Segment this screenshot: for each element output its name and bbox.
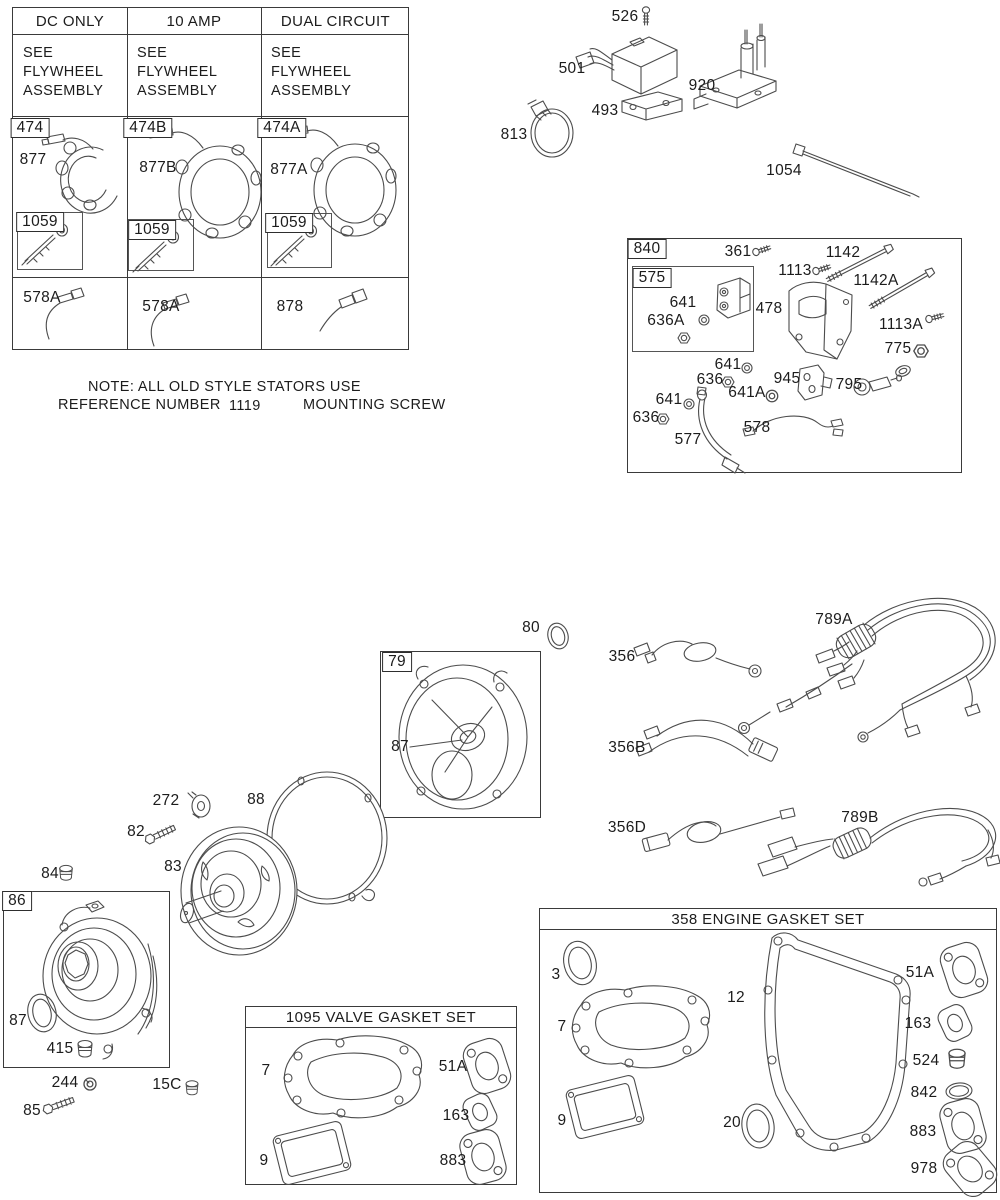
column-header-dc-only: DC ONLY (35, 13, 105, 30)
stator-note-ref-number: 1119 (229, 398, 261, 414)
part-label-1054: 1054 (766, 162, 802, 179)
ref-box-1059: 1059 (16, 212, 64, 232)
part-label-9: 9 (557, 1112, 567, 1129)
part-label-51A: 51A (438, 1058, 468, 1075)
part-label-1113: 1113 (778, 262, 812, 279)
part-label-578A: 578A (23, 289, 61, 306)
part-label-51A: 51A (905, 964, 935, 981)
engine-gasket-set-title: 358 ENGINE GASKET SET (671, 911, 865, 928)
part-label-920: 920 (688, 77, 716, 94)
part-label-272: 272 (152, 792, 180, 809)
part-label-478: 478 (755, 300, 783, 317)
stator-note-ref-suffix: MOUNTING SCREW (303, 397, 446, 413)
ref-box-79: 79 (382, 652, 412, 672)
part-label-12: 12 (727, 989, 745, 1006)
part-label-493: 493 (591, 102, 619, 119)
part-label-578A: 578A (142, 298, 180, 315)
part-label-877: 877 (19, 151, 47, 168)
ref-box-1059: 1059 (265, 213, 313, 233)
part-label-7: 7 (557, 1018, 567, 1035)
see-line: SEE (271, 45, 302, 61)
column-header-10-amp: 10 AMP (166, 13, 222, 30)
part-label-415: 415 (46, 1040, 74, 1057)
part-label-641: 641 (714, 356, 742, 373)
stator-note-ref-label: REFERENCE NUMBER (58, 397, 221, 413)
see-line: FLYWHEEL (271, 64, 352, 80)
part-label-82: 82 (127, 823, 145, 840)
part-label-636: 636 (632, 409, 660, 426)
see-line: ASSEMBLY (137, 83, 218, 99)
part-label-641: 641 (669, 294, 697, 311)
part-label-877A: 877A (270, 161, 308, 178)
part-label-87: 87 (391, 738, 409, 755)
part-label-356D: 356D (607, 819, 647, 836)
part-label-7: 7 (261, 1062, 271, 1079)
part-label-877B: 877B (139, 159, 177, 176)
part-label-20: 20 (723, 1114, 741, 1131)
part-label-83: 83 (164, 858, 182, 875)
part-label-1113A: 1113A (878, 316, 924, 333)
part-label-795: 795 (835, 376, 863, 393)
part-label-87: 87 (9, 1012, 27, 1029)
part-label-163: 163 (442, 1107, 470, 1124)
part-label-85: 85 (23, 1102, 41, 1119)
part-label-80: 80 (522, 619, 540, 636)
see-line: SEE (137, 45, 168, 61)
part-label-878: 878 (276, 298, 304, 315)
part-label-526: 526 (611, 8, 639, 25)
ref-box-474B: 474B (123, 118, 172, 138)
part-label-1142A: 1142A (853, 272, 899, 289)
part-label-84: 84 (41, 865, 59, 882)
part-label-361: 361 (724, 243, 752, 260)
part-label-883: 883 (439, 1152, 467, 1169)
see-line: SEE (23, 45, 54, 61)
part-label-577: 577 (674, 431, 702, 448)
part-label-636A: 636A (647, 312, 685, 329)
part-label-524: 524 (912, 1052, 940, 1069)
ref-box-840: 840 (628, 239, 667, 259)
part-label-883: 883 (909, 1123, 937, 1140)
part-label-9: 9 (259, 1152, 269, 1169)
part-label-1142: 1142 (825, 244, 861, 261)
part-label-978: 978 (910, 1160, 938, 1177)
part-label-88: 88 (247, 791, 265, 808)
part-label-636: 636 (696, 371, 724, 388)
see-line: FLYWHEEL (23, 64, 104, 80)
stator-note-line1: NOTE: ALL OLD STYLE STATORS USE (88, 379, 361, 395)
part-label-641: 641 (655, 391, 683, 408)
part-label-501: 501 (558, 60, 586, 77)
valve-gasket-set-title: 1095 VALVE GASKET SET (285, 1009, 477, 1026)
part-label-163: 163 (904, 1015, 932, 1032)
see-line: ASSEMBLY (23, 83, 104, 99)
part-label-813: 813 (500, 126, 528, 143)
part-label-244: 244 (51, 1074, 79, 1091)
ref-box-474: 474 (11, 118, 50, 138)
part-label-789A: 789A (815, 611, 853, 628)
part-label-3: 3 (551, 966, 561, 983)
part-label-789B: 789B (841, 809, 879, 826)
ref-box-474A: 474A (257, 118, 306, 138)
ref-box-86: 86 (2, 891, 32, 911)
see-line: FLYWHEEL (137, 64, 218, 80)
part-label-641A: 641A (728, 384, 766, 401)
column-header-dual-circuit: DUAL CIRCUIT (280, 13, 391, 30)
part-label-775: 775 (884, 340, 912, 357)
ref-box-575: 575 (633, 268, 672, 288)
part-label-578: 578 (743, 419, 771, 436)
ref-box-1059: 1059 (128, 220, 176, 240)
part-label-356: 356 (608, 648, 636, 665)
part-label-356B: 356B (608, 739, 646, 756)
part-label-945: 945 (773, 370, 801, 387)
part-label-842: 842 (910, 1084, 938, 1101)
part-label-15C: 15C (152, 1076, 182, 1093)
see-line: ASSEMBLY (271, 83, 352, 99)
